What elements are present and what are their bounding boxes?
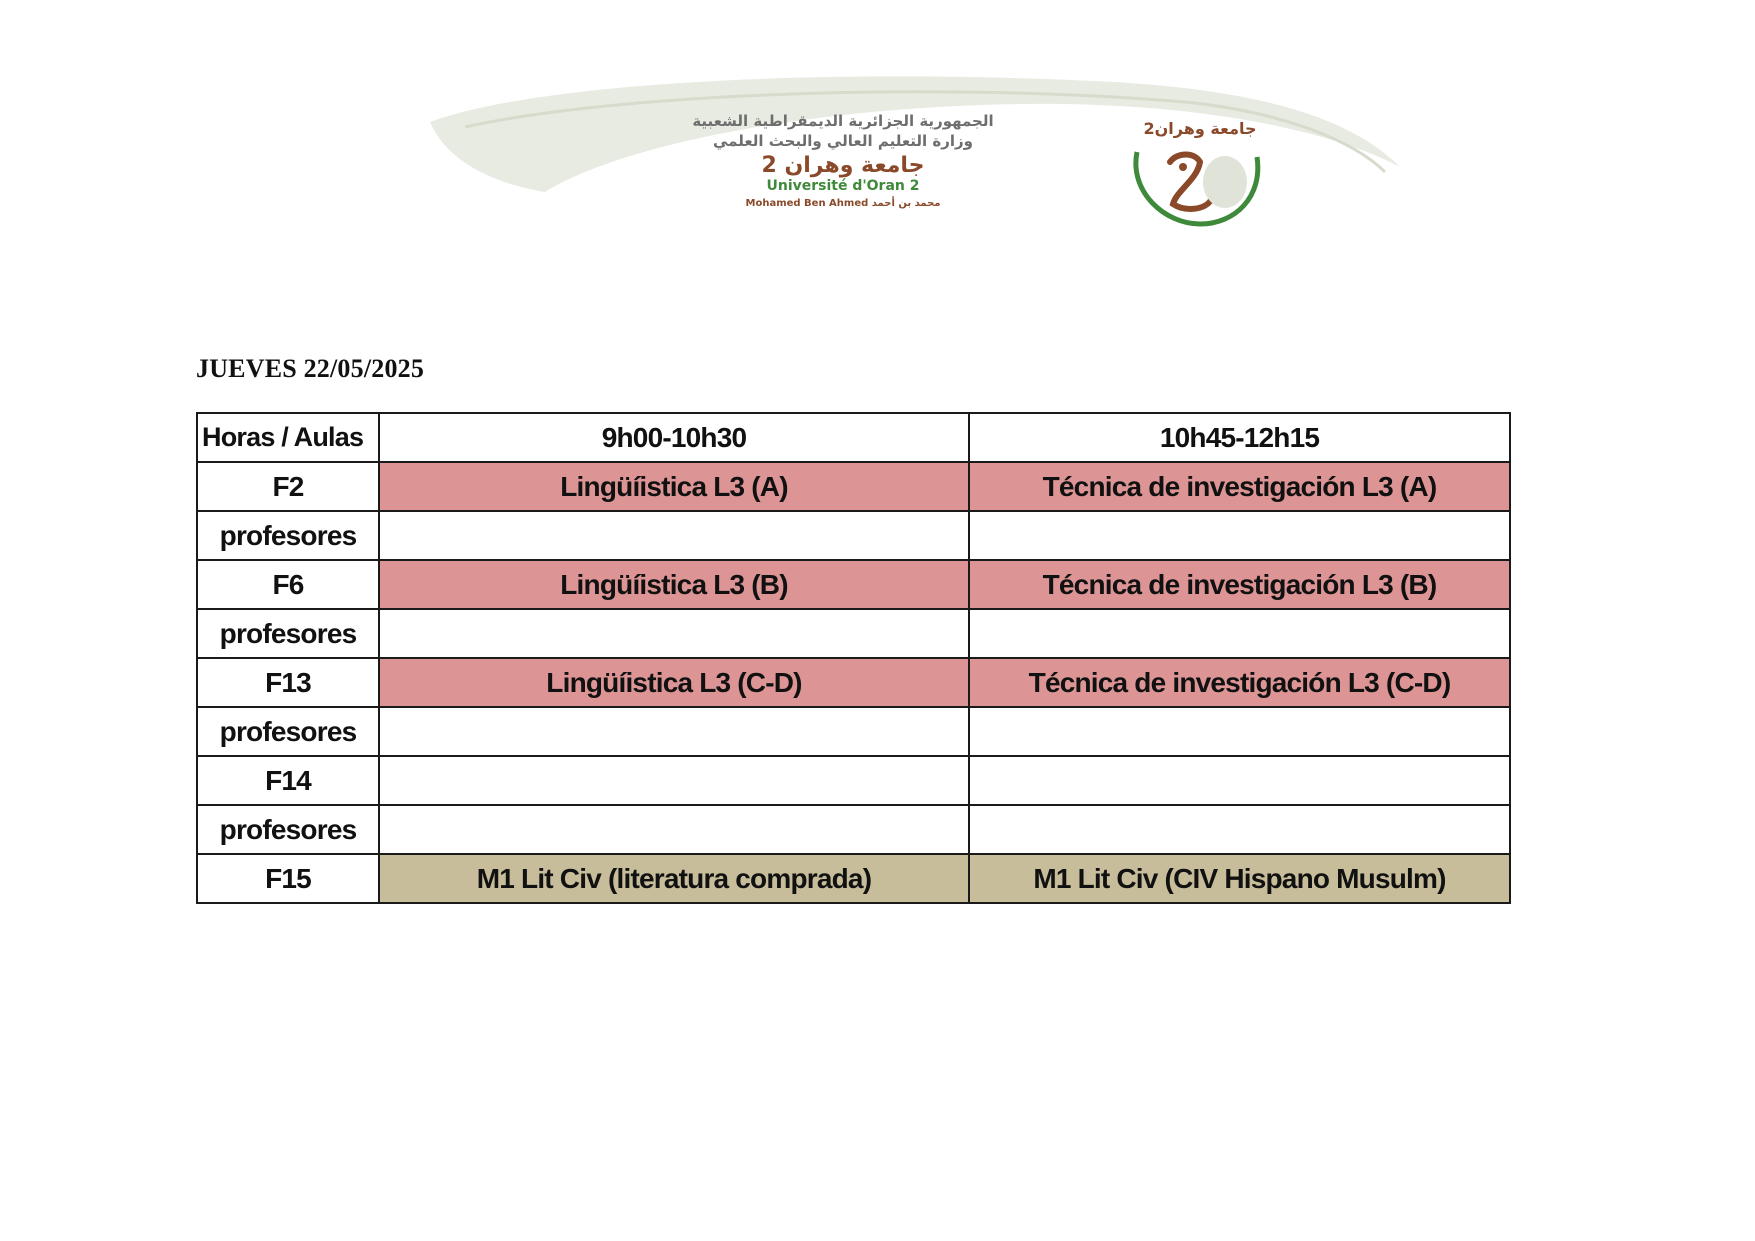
schedule-table bbox=[196, 412, 1511, 904]
slot1-cell bbox=[379, 707, 969, 756]
room-cell: profesores bbox=[197, 511, 379, 560]
slot1-cell bbox=[379, 511, 969, 560]
room-cell: profesores bbox=[197, 609, 379, 658]
slot2-cell bbox=[969, 707, 1510, 756]
room-cell: F14 bbox=[197, 756, 379, 805]
logo-arabic-line-1: الجمهورية الجزائرية الديمقراطية الشعبية bbox=[692, 112, 994, 130]
slot2-cell: Técnica de investigación L3 (A) bbox=[969, 462, 1510, 511]
slot2-cell: Técnica de investigación L3 (B) bbox=[969, 560, 1510, 609]
schedule-header-row bbox=[197, 413, 1510, 462]
slot2-cell bbox=[969, 805, 1510, 854]
slot1-cell bbox=[379, 805, 969, 854]
university-logo-banner bbox=[425, 72, 1410, 232]
table-row bbox=[197, 658, 1510, 707]
slot2-cell bbox=[969, 609, 1510, 658]
table-row bbox=[197, 707, 1510, 756]
header-slot1-cell: 9h00-10h30 bbox=[379, 413, 969, 462]
day-title: JUEVES 22/05/2025 bbox=[196, 354, 425, 383]
slot1-cell: Lingüíistica L3 (C-D) bbox=[379, 658, 969, 707]
slot2-cell: M1 Lit Civ (CIV Hispano Musulm) bbox=[969, 854, 1510, 903]
table-row bbox=[197, 560, 1510, 609]
emblem-icon bbox=[1136, 119, 1258, 224]
table-row bbox=[197, 462, 1510, 511]
room-cell: profesores bbox=[197, 805, 379, 854]
logo-mba-line: Mohamed Ben Ahmed محمد بن أحمد bbox=[745, 198, 941, 209]
slot1-cell bbox=[379, 756, 969, 805]
table-row bbox=[197, 756, 1510, 805]
slot2-cell bbox=[969, 756, 1510, 805]
logo-arabic-line-2: وزارة التعليم العالي والبحث العلمي bbox=[712, 132, 974, 150]
slot2-cell: Técnica de investigación L3 (C-D) bbox=[969, 658, 1510, 707]
svg-text:جامعة وهران2: جامعة وهران2 bbox=[1143, 119, 1257, 138]
header-slot2-cell: 10h45-12h15 bbox=[969, 413, 1510, 462]
logo-french-line: Université d'Oran 2 bbox=[766, 178, 920, 194]
room-cell: profesores bbox=[197, 707, 379, 756]
slot1-cell: Lingüíistica L3 (B) bbox=[379, 560, 969, 609]
room-cell: F2 bbox=[197, 462, 379, 511]
logo-arabic-line-3: جامعة وهران 2 bbox=[761, 153, 925, 178]
table-row bbox=[197, 609, 1510, 658]
header-room-cell: Horas / Aulas bbox=[197, 413, 379, 462]
slot1-cell: Lingüíistica L3 (A) bbox=[379, 462, 969, 511]
room-cell: F13 bbox=[197, 658, 379, 707]
slot1-cell: M1 Lit Civ (literatura comprada) bbox=[379, 854, 969, 903]
table-row bbox=[197, 854, 1510, 903]
table-row bbox=[197, 511, 1510, 560]
table-row bbox=[197, 805, 1510, 854]
room-cell: F6 bbox=[197, 560, 379, 609]
slot1-cell bbox=[379, 609, 969, 658]
room-cell: F15 bbox=[197, 854, 379, 903]
slot2-cell bbox=[969, 511, 1510, 560]
